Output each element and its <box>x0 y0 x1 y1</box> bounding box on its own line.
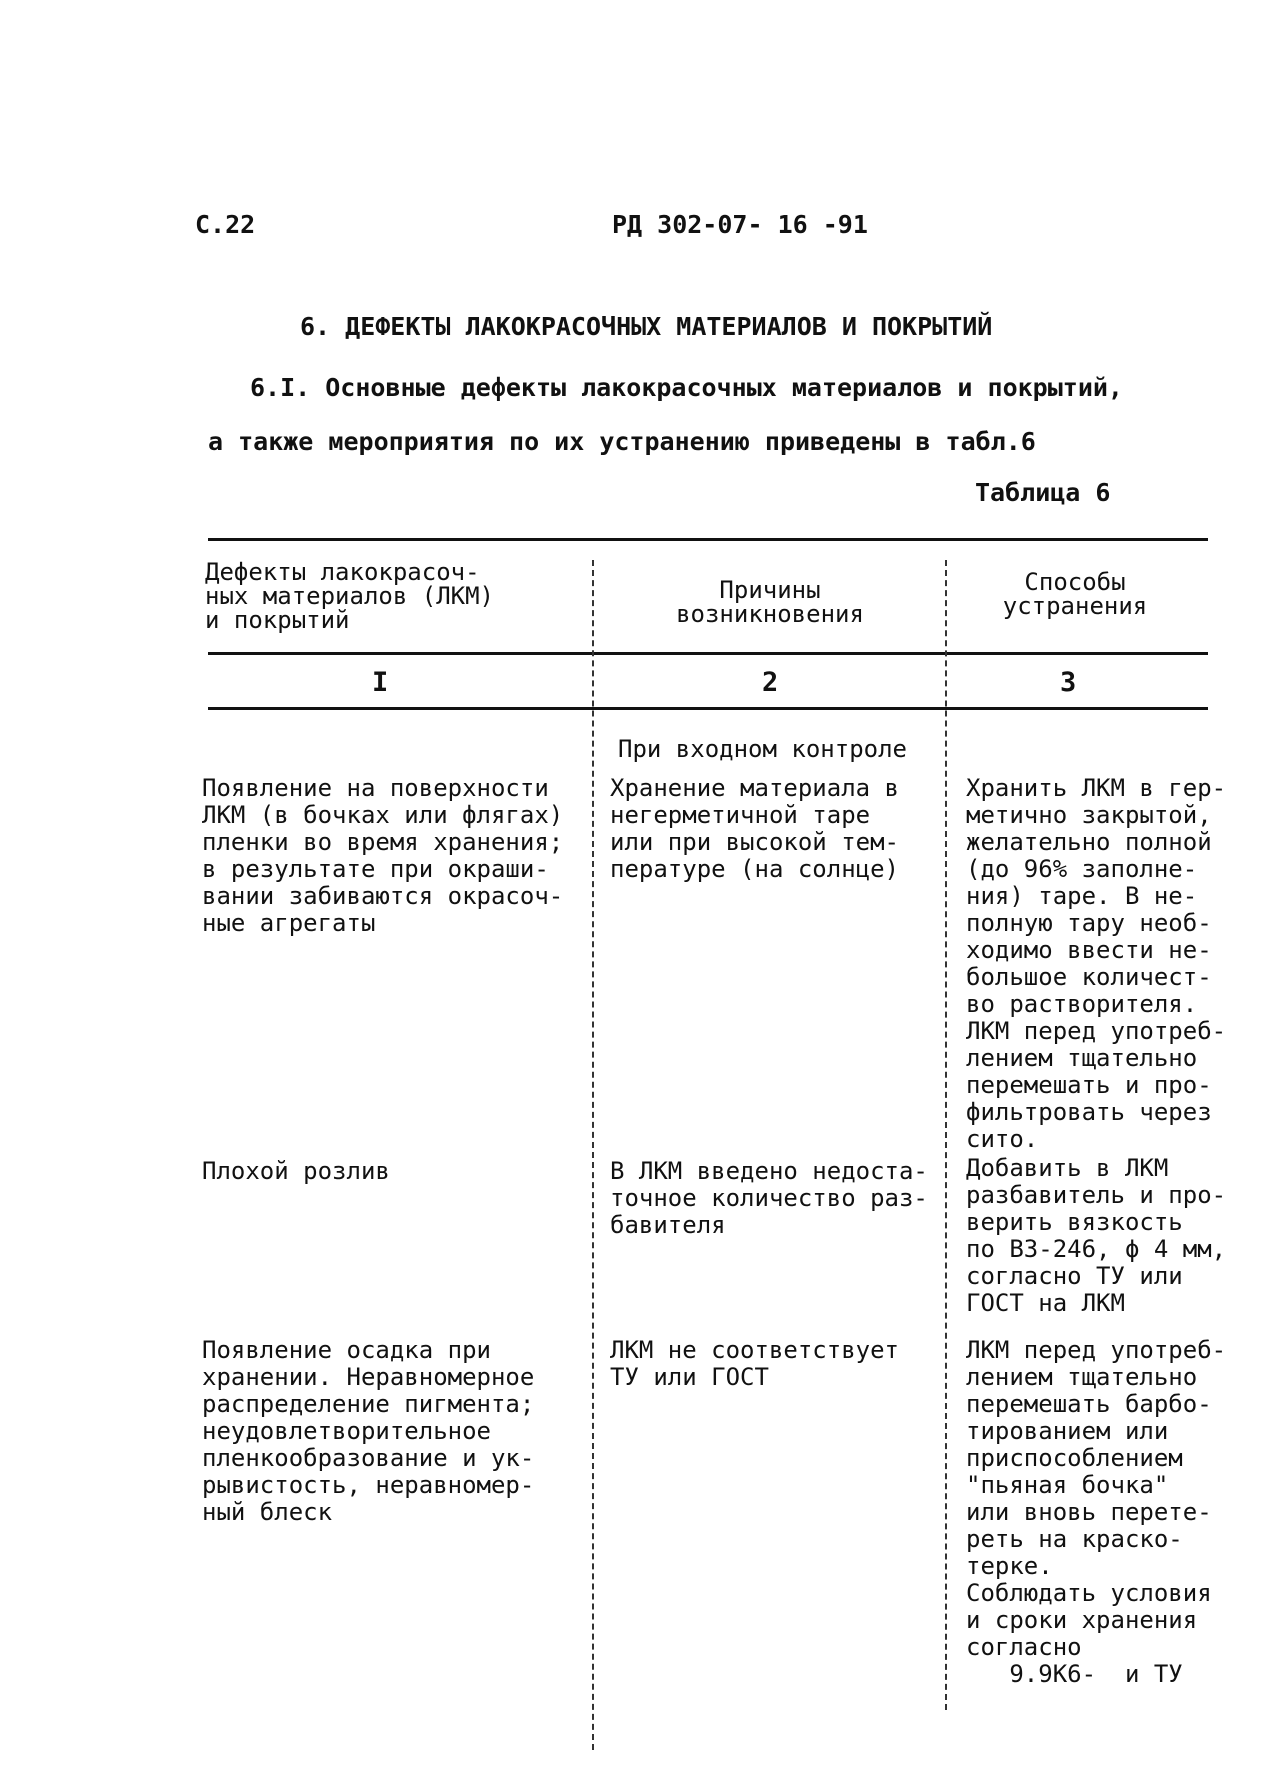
column-header-causes: Причины возникновения <box>676 576 864 628</box>
table-row-2-defect: Плохой розлив <box>202 1157 390 1185</box>
column-number-3: 3 <box>1060 667 1077 698</box>
column-header-remedies: Способы устранения <box>1002 568 1148 620</box>
table-caption: Таблица 6 <box>975 478 1111 507</box>
table-row-3-cause: ЛКМ не соответствует ТУ или ГОСТ <box>610 1336 899 1391</box>
numbers-bottom-rule <box>208 707 1208 710</box>
column-number-1: I <box>372 667 389 698</box>
header-bottom-rule <box>208 652 1208 655</box>
column-divider-1 <box>592 560 594 1750</box>
subheading-incoming-control: При входном контроле <box>618 735 907 763</box>
column-divider-2 <box>945 560 947 1710</box>
table-row-2-cause: В ЛКМ введено недоста- точное количество раз- бавителя <box>610 1157 928 1239</box>
column-number-2: 2 <box>762 667 779 698</box>
table-row-3-defect: Появление осадка при хранении. Неравномерное распределение пигмента; неудовлетворительное пленкообразование и ук- рывистость, неравномер- ный блеск <box>202 1336 535 1526</box>
table-row-1-defect: Появление на поверхности ЛКМ (в бочках или флягах) пленки во время хранения; в результате при окраши- вании забиваются окрасоч- ные агрегаты <box>202 774 564 937</box>
intro-line-2: а также мероприятия по их устранению приведены в табл.6 <box>208 427 1036 456</box>
section-title: 6. ДЕФЕКТЫ ЛАКОКРАСОЧНЫХ МАТЕРИАЛОВ И ПОКРЫТИЙ <box>300 312 993 341</box>
table-top-rule <box>208 538 1208 541</box>
table-row-2-remedy: Добавить в ЛКМ разбавитель и про- верить вязкость по ВЗ-246, ϕ 4 мм, согласно ТУ или ГОСТ на ЛКМ <box>966 1154 1227 1317</box>
document-code: РД 302-07- 16 -91 <box>612 210 868 239</box>
page-number: С.22 <box>195 210 256 239</box>
table-row-3-remedy: ЛКМ перед употреб- лением тщательно перемешать барбо- тированием или приспособлением "пьяная бочка" или вновь перете- реть на краско- терке. Соблюдать условия и сроки хранения согласно 9.9К6- и ТУ <box>966 1336 1227 1688</box>
table-row-1-cause: Хранение материала в негерметичной таре или при высокой тем- пературе (на солнце) <box>610 774 899 883</box>
column-header-defects: Дефекты лакокрасоч- ных материалов (ЛКМ) и покрытий <box>205 558 494 634</box>
intro-line-1: 6.I. Основные дефекты лакокрасочных материалов и покрытий, <box>250 373 1123 402</box>
table-row-1-remedy: Хранить ЛКМ в гер- метично закрытой, желательно полной (до 96% заполне- ния) таре. В не- полную тару необ- ходимо ввести не- большое количест- во растворителя. ЛКМ перед употреб- лением тщательно перемешать и про- фильтровать через сито. <box>966 774 1227 1153</box>
